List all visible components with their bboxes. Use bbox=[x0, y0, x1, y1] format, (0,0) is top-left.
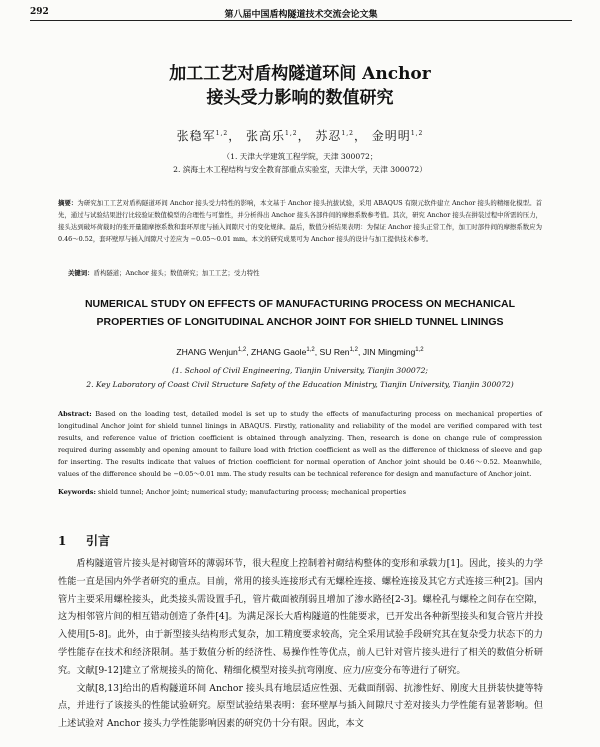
keywords-text: shield tunnel; Anchor joint; numerical study; manufacturing process; mechanical properties bbox=[98, 488, 406, 496]
affiliation-line: (1. School of Civil Engineering, Tianjin University, Tianjin 300072; bbox=[172, 366, 428, 375]
english-keywords bbox=[58, 488, 542, 496]
author-affil-mark: 1,2 bbox=[285, 130, 298, 137]
english-title bbox=[0, 295, 600, 331]
author-affil-mark: 1,2 bbox=[415, 347, 424, 354]
keywords-label: Keywords: bbox=[58, 488, 96, 496]
section-number: 1 bbox=[58, 534, 67, 548]
author-affil-mark: 1,2 bbox=[341, 130, 354, 137]
author-affil-mark: 1,2 bbox=[306, 347, 315, 354]
author-name: SU Ren bbox=[319, 347, 350, 357]
chinese-title-line1: 加工工艺对盾构隧道环间 Anchor bbox=[169, 64, 431, 84]
paragraph: 盾构隧道管片接头是衬砌管环的薄弱环节，很大程度上控制着衬砌结构整体的变形和承载力[1]。因此，接头的力学性能一直是国内外学者研究的重点。目前，常用的接头连接形式有无螺栓连接、螺栓连接及其它方式连接三种[2]。国内管片主要采用螺栓接头，此类接头需设置手孔，管片截面被削弱且增加了渗水路径[2-3]。螺栓孔与螺栓之间存在空隙，这为相邻管片间的相互错动创造了条件[4]。为满足深长大盾构隧道的性能要求，已开发出各种新型接头和复合管片并投入使用[5-8]。此外，由于新型接头结构形式复杂，加工精度要求较高，完全采用试验手段研究其在复杂受力状态下的力学性能存在技术和经济限制。基于数值分析的经济性、易操作性等优点，前人已针对管片接头进行了相关的数值分析研究。文献[9-12]建立了常规接头的简化、精细化模型对接头抗弯刚度、应力/应变分布等进行了研究。 bbox=[58, 558, 543, 676]
section-title: 引言 bbox=[86, 534, 111, 548]
conference-name: 第八届中国盾构隧道技术交流会论文集 bbox=[224, 10, 378, 20]
section-heading bbox=[58, 532, 110, 549]
author-affil-mark: 1,2 bbox=[215, 130, 229, 137]
chinese-title bbox=[0, 62, 600, 110]
chinese-title-line2: 接头受力影响的数值研究 bbox=[206, 88, 394, 108]
affiliation-line: （1. 天津大学建筑工程学院，天津 300072； bbox=[222, 152, 378, 161]
chinese-affiliations bbox=[0, 150, 600, 176]
abstract-label: Abstract: bbox=[58, 410, 92, 418]
author-affil-mark: 1,2 bbox=[237, 347, 247, 354]
author-name: 张稳军 bbox=[176, 129, 216, 143]
author-name: JIN Mingming bbox=[362, 347, 416, 357]
chinese-abstract bbox=[58, 197, 542, 245]
running-header bbox=[30, 6, 572, 21]
abstract-text: 为研究加工工艺对盾构隧道环间 Anchor 接头受力特性的影响，本文基于 Anchor 接头抗拔试验，采用 ABAQUS 有限元软件建立 Anchor 接头的精细化模型。首先，通过与试验结果进行比较验证数值模型的合理性与可靠性，并分析得出 Anchor 接头各部件间的摩擦系数参考值。其次，研究 Anchor 接头在拼装过程中所需的压力，接头达到破坏荷载时的张开量随摩擦系数和套环厚度与插入间隙尺寸的变化规律。最后，数值分析结果表明：为保证 Anchor 接头正常工作，加工时部件间的摩擦系数应为 0.46～0.52，套环壁厚与插入间隙尺寸差应为 −0.05～0.01 mm。本文的研究成果可为 Anchor 接头的设计与加工提供技术参考。 bbox=[58, 199, 542, 243]
keywords-label: 关键词： bbox=[68, 269, 94, 277]
chinese-keywords bbox=[68, 268, 542, 277]
author-affil-mark: 1,2 bbox=[349, 347, 358, 354]
english-title-line1: NUMERICAL STUDY ON EFFECTS OF MANUFACTURING PROCESS ON MECHANICAL bbox=[84, 298, 516, 310]
chinese-authors: 张稳军$^{1,2}$， 张高乐$^{1,2}$， 苏忍$^{1,2}$， 金明明$^{1,2}$ bbox=[176, 129, 424, 143]
body-text bbox=[58, 555, 543, 733]
affiliation-line: 2. 滨海土木工程结构与安全教育部重点实验室，天津大学，天津 300072） bbox=[173, 165, 427, 174]
english-authors: ZHANG Wenjun$^{1,2}$, ZHANG Gaole$^{1,2}$, SU Ren$^{1,2}$, JIN Mingming$^{1,2}$ bbox=[176, 347, 424, 357]
page-number: 292 bbox=[30, 7, 49, 17]
author-name: 张高乐 bbox=[246, 129, 286, 143]
author-name: ZHANG Wenjun bbox=[176, 347, 238, 357]
abstract-label: 摘要： bbox=[58, 199, 78, 207]
author-name: 苏忍 bbox=[315, 129, 342, 143]
keywords-text: 盾构隧道；Anchor 接头；数值研究；加工工艺；受力特性 bbox=[93, 269, 260, 277]
author-name: 金明明 bbox=[371, 129, 411, 143]
author-name: ZHANG Gaole bbox=[250, 347, 307, 357]
affiliation-line: 2. Key Laboratory of Coast Civil Structure Safety of the Education Ministry, Tianjin University, Tianjin 300072) bbox=[86, 380, 514, 389]
abstract-text: Based on the loading test, detailed model is set up to study the effects of manufacturing process on mechanical properties of longitudinal Anchor joint for shield tunnel linings in ABAQUS. Firstly, rationality and reliability of the model are verified compared with test results, and reference value of friction coefficient is obtained through analyzing. Then, research is done on change rule of compression required during assembly and opening amount to failure load with friction coefficient as well as the difference of thickness of sleeve and gap for inserting. The results indicate that values of friction coefficient for normal operation of Anchor joint should be 0.46～0.52. Meanwhile, values of the difference should be −0.05～0.01 mm. The study results can be technical reference for design and manufacture of Anchor joint. bbox=[58, 410, 542, 478]
english-affiliations bbox=[0, 364, 600, 392]
english-title-line2: PROPERTIES OF LONGITUDINAL ANCHOR JOINT FOR SHIELD TUNNEL LININGS bbox=[96, 316, 504, 328]
english-abstract bbox=[58, 408, 542, 480]
paragraph: 文献[8,13]给出的盾构隧道环间 Anchor 接头具有地层适应性强、无截面削弱、抗渗性好、刚度大且拼装快捷等特点，并进行了该接头的性能试验研究。原型试验结果表明：套环壁厚与插入间隙尺寸差对接头力学性能有显著影响。但上述试验对 Anchor 接头力学性能影响因素的研究仍十分有限。因此，本文 bbox=[58, 682, 543, 730]
author-affil-mark: 1,2 bbox=[410, 130, 424, 137]
